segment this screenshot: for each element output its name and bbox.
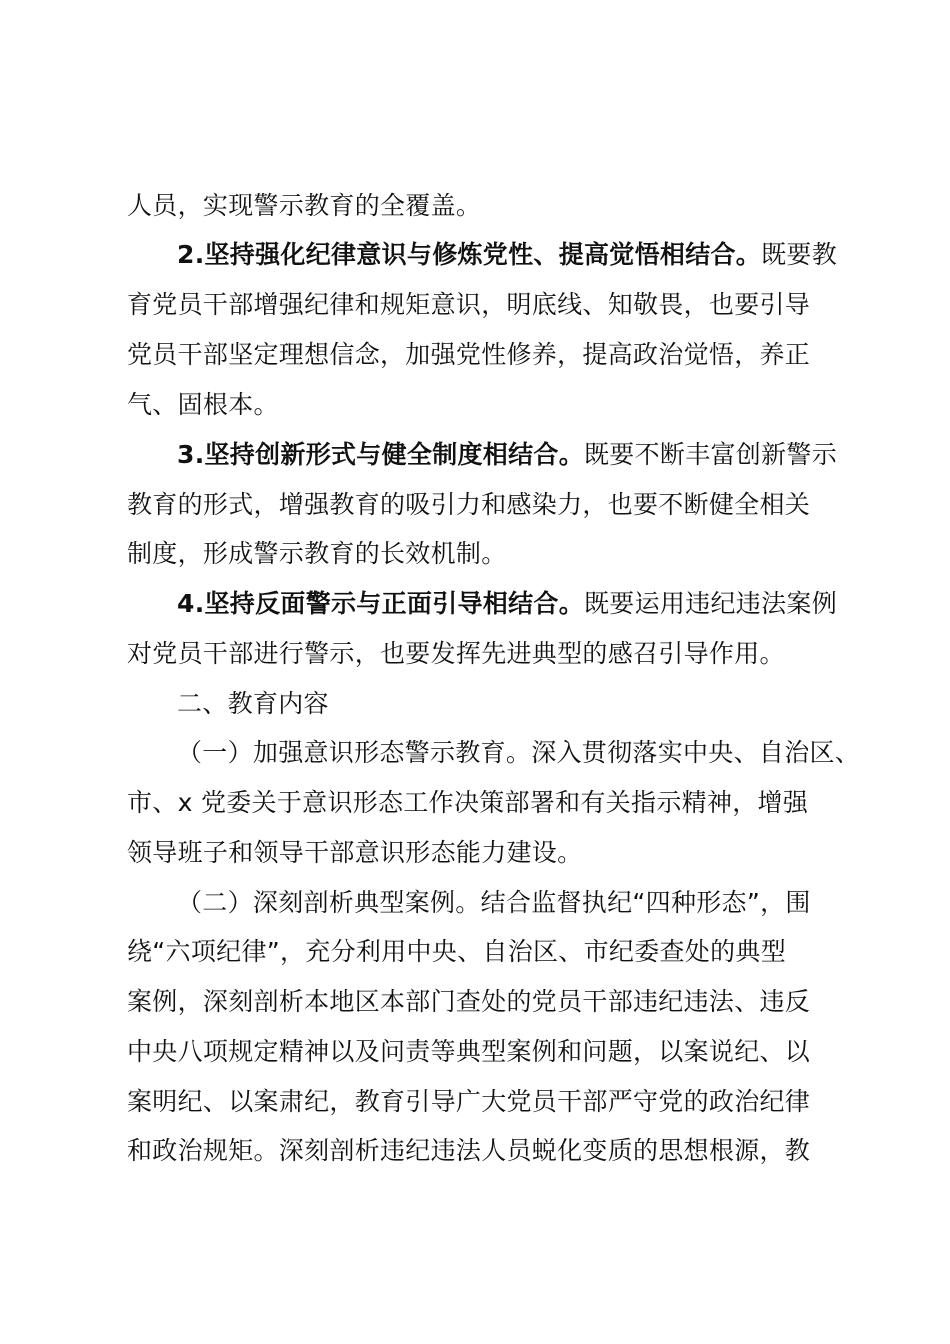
paragraph-line: 领导班子和领导干部意识形态能力建设。 — [127, 838, 583, 867]
paragraph-line: 党员干部坚定理想信念，加强党性修养，提高政治觉悟，养正 — [127, 340, 811, 369]
paragraph-line: （二）深刻剖析典型案例。结合监督执纪“四种形态”，围 — [177, 888, 811, 917]
paragraph-line: 中央八项规定精神以及问责等典型案例和问题，以案说纪、以 — [127, 1037, 811, 1066]
paragraph-line: 气、固根本。 — [127, 390, 279, 419]
paragraph-line: 育党员干部增强纪律和规矩意识，明底线、知敬畏，也要引导 — [127, 290, 811, 319]
paragraph-line: 案明纪、以案肃纪，教育引导广大党员干部严守党的政治纪律 — [127, 1087, 811, 1116]
paragraph-line: 案例，深刻剖析本地区本部门查处的党员干部违纪违法、违反 — [127, 987, 811, 1016]
bold-lead: 3.坚持创新形式与健全制度相结合。 — [177, 440, 584, 469]
paragraph-line: 4.坚持反面警示与正面引导相结合。既要运用违纪违法案例 — [177, 589, 838, 618]
paragraph-line: 和政治规矩。深刻剖析违纪违法人员蜕化变质的思想根源，教 — [127, 1136, 811, 1165]
paragraph-line: 教育的形式，增强教育的吸引力和感染力，也要不断健全相关 — [127, 490, 811, 519]
paragraph-line: 对党员干部进行警示，也要发挥先进典型的感召引导作用。 — [127, 639, 785, 668]
paragraph-line: 3.坚持创新形式与健全制度相结合。既要不断丰富创新警示 — [177, 440, 838, 469]
bold-lead: 4.坚持反面警示与正面引导相结合。 — [177, 589, 584, 618]
bold-lead: 2.坚持强化纪律意识与修炼党性、提高觉悟相结合。 — [177, 240, 762, 269]
section-heading: 二、教育内容 — [177, 689, 329, 718]
paragraph-line: 2.坚持强化纪律意识与修炼党性、提高觉悟相结合。既要教 — [177, 240, 838, 269]
paragraph-line: （一）加强意识形态警示教育。深入贯彻落实中央、自治区、 — [177, 738, 861, 767]
paragraph-line: 人员，实现警示教育的全覆盖。 — [127, 191, 482, 220]
paragraph-line: 制度，形成警示教育的长效机制。 — [127, 539, 507, 568]
paragraph-line: 绕“六项纪律”，充分利用中央、自治区、市纪委查处的典型 — [127, 937, 787, 966]
paragraph-line: 市、x 党委关于意识形态工作决策部署和有关指示精神，增强 — [127, 788, 809, 817]
